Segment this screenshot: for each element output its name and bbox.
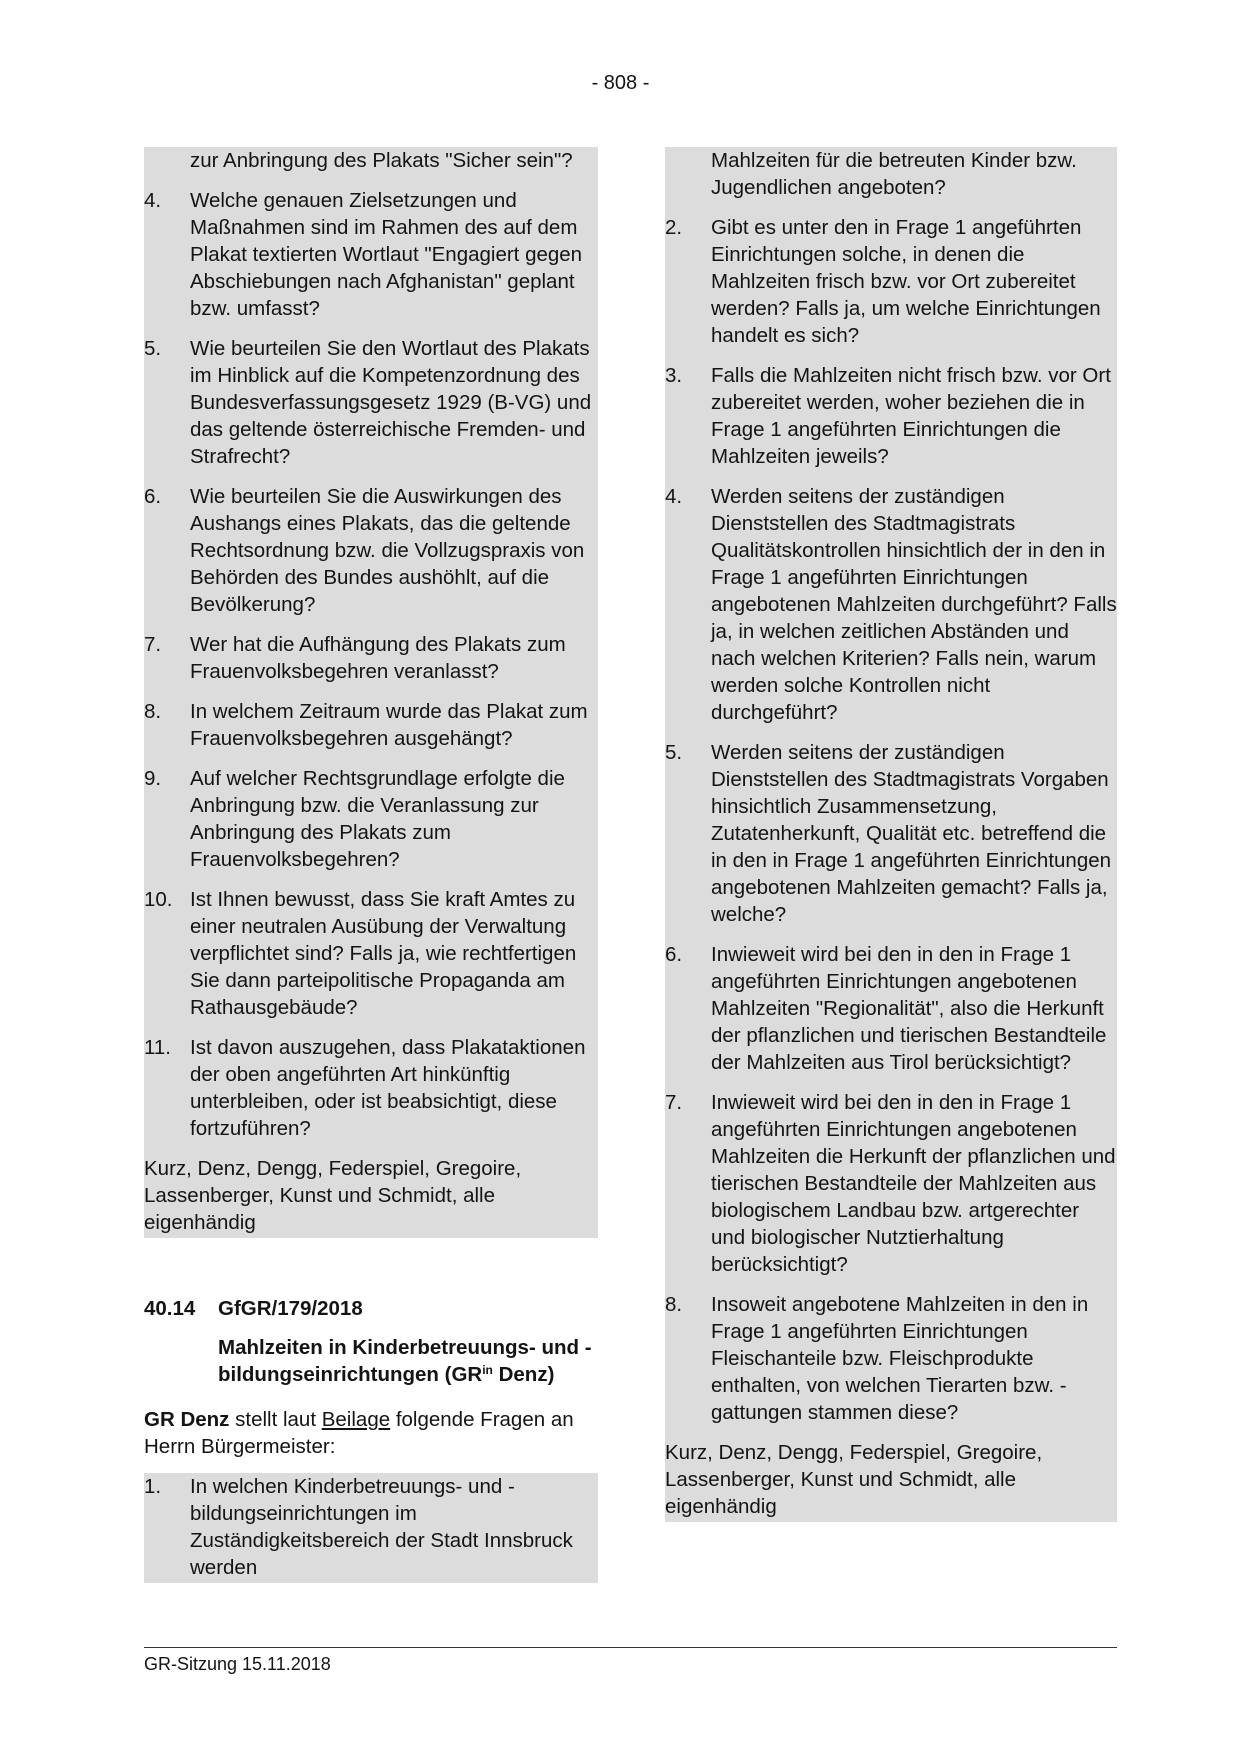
question-text: Ist Ihnen bewusst, dass Sie kraft Amtes zu einer neutralen Ausübung der Verwaltung verpflichtet sind? Falls ja, wie rechtfertigen Sie dann parteipolitische Propaganda am Rathausgebäude? (190, 888, 577, 1019)
question-number: 11. (144, 1036, 171, 1059)
beilage-link[interactable]: Beilage (321, 1408, 391, 1431)
question-text: Wie beurteilen Sie die Auswirkungen des Aushangs eines Plakats, das die geltende Rechtsordnung bzw. die Vollzugspraxis von Behörden des Bundes aushöhlt, auf die Bevölkerung? (190, 485, 585, 616)
question-text: In welchen Kinderbetreuungs- und -bildungseinrichtungen im Zuständigkeitsbereich der Stadt Innsbruck werden (190, 1475, 573, 1579)
question-number: 2. (665, 216, 683, 239)
list-item (144, 765, 598, 886)
question-number: 7. (144, 633, 162, 656)
list-item (144, 631, 598, 698)
list-item (144, 335, 598, 483)
question-number: 8. (144, 700, 162, 723)
question-number: 4. (665, 485, 683, 508)
list-item (665, 1291, 1117, 1439)
list-item (665, 941, 1117, 1089)
question-number: 6. (144, 485, 162, 508)
left-questions-block (144, 147, 598, 1238)
footer-text: GR-Sitzung 15.11.2018 (144, 1654, 331, 1674)
question-text: Inwieweit wird bei den in den in Frage 1 angeführten Einrichtungen angebotenen Mahlzeiten die Herkunft der pflanzlichen und tierischen Bestandteile der Mahlzeiten aus biologischem Landbau bzw. artgerechter und biologischer Nutztierhaltung berücksichtigt? (711, 1091, 1116, 1276)
question-number: 5. (665, 741, 683, 764)
question-text: Ist davon auszugehen, dass Plakataktionen der oben angeführten Art hinkünftig unterbleiben, oder ist beabsichtigt, diese fortzuführen? (190, 1036, 586, 1140)
question-text: Falls die Mahlzeiten nicht frisch bzw. vor Ort zubereitet werden, woher beziehen die in Frage 1 angeführten Einrichtungen die Mahlzeiten jeweils? (711, 364, 1111, 468)
question-number: 4. (144, 189, 162, 212)
question-text: Insoweit angebotene Mahlzeiten in den in Frage 1 angeführten Einrichtungen Fleischanteile bzw. Fleischprodukte enthalten, von welchen Tierarten bzw. -gattungen stammen diese? (711, 1293, 1089, 1424)
list-item (144, 187, 598, 335)
page-number: - 808 - (591, 72, 650, 94)
list-item (144, 886, 598, 1034)
left-column (144, 147, 598, 1583)
question-number: 6. (665, 943, 683, 966)
signature: Kurz, Denz, Dengg, Federspiel, Gregoire, Lassenberger, Kunst und Schmidt, alle eigenhändig (665, 1441, 1043, 1518)
right-column (665, 147, 1117, 1522)
new-questions-block (144, 1473, 598, 1583)
question-continuation: Mahlzeiten für die betreuten Kinder bzw. Jugendlichen angeboten? (711, 149, 1077, 199)
section-title: Mahlzeiten in Kinderbetreuungs- und -bildungseinrichtungen ($GR^{in}$ Denz) (218, 1336, 592, 1386)
section-heading (144, 1295, 598, 1322)
right-questions-block (665, 147, 1117, 1522)
question-number: 5. (144, 337, 162, 360)
list-item (665, 1089, 1117, 1291)
question-text: Auf welcher Rechtsgrundlage erfolgte die Anbringung bzw. die Veranlassung zur Anbringung des Plakats zum Frauenvolksbegehren? (190, 767, 565, 871)
question-continuation: zur Anbringung des Plakats "Sicher sein"? (190, 149, 573, 172)
list-item (144, 1034, 598, 1155)
list-item (665, 739, 1117, 941)
question-number: 9. (144, 767, 162, 790)
list-item (144, 483, 598, 631)
list-item (144, 698, 598, 765)
list-item (665, 483, 1117, 739)
question-number: 7. (665, 1091, 683, 1114)
question-number: 8. (665, 1293, 683, 1316)
question-number: 10. (144, 888, 173, 911)
question-number: 3. (665, 364, 683, 387)
question-text: Werden seitens der zuständigen Dienststellen des Stadtmagistrats Qualitätskontrollen hinsichtlich der in den in Frage 1 angeführten Einrichtungen angebotenen Mahlzeiten durchgeführt? Falls ja, in welchen zeitlichen Abständen und nach welchen Kriterien? Falls nein, warum werden solche Kontrollen nicht durchgeführt? (711, 485, 1117, 724)
question-text: In welchem Zeitraum wurde das Plakat zum Frauenvolksbegehren ausgehängt? (190, 700, 588, 750)
section-number: 40.14 (144, 1297, 196, 1320)
footer-divider (144, 1647, 1117, 1648)
question-text: Inwieweit wird bei den in den in Frage 1 angeführten Einrichtungen angebotenen Mahlzeiten "Regionalität", also die Herkunft der pflanzlichen und tierischen Bestandteile der Mahlzeiten aus Tirol berücksichtigt? (711, 943, 1107, 1074)
section-intro: GR Denz stellt laut Beilage folgende Fragen an Herrn Bürgermeister: (144, 1408, 574, 1458)
question-number: 1. (144, 1475, 162, 1498)
list-item (665, 362, 1117, 483)
question-text: Welche genauen Zielsetzungen und Maßnahmen sind im Rahmen des auf dem Plakat textierten Wortlaut "Engagiert gegen Abschiebungen nach Afghanistan" geplant bzw. umfasst? (190, 189, 583, 320)
signature: Kurz, Denz, Dengg, Federspiel, Gregoire, Lassenberger, Kunst und Schmidt, alle eigenhändig (144, 1157, 522, 1234)
list-item (144, 1473, 598, 1583)
question-text: Wer hat die Aufhängung des Plakats zum Frauenvolksbegehren veranlasst? (190, 633, 566, 683)
question-text: Wie beurteilen Sie den Wortlaut des Plakats im Hinblick auf die Kompetenzordnung des Bundesverfassungsgesetz 1929 (B-VG) und das geltende österreichische Fremden- und Strafrecht? (190, 337, 592, 468)
list-item (665, 214, 1117, 362)
question-text: Werden seitens der zuständigen Dienststellen des Stadtmagistrats Vorgaben hinsichtlich Zusammensetzung, Zutatenherkunft, Qualität etc. betreffend die in den in Frage 1 angeführten Einrichtungen angebotenen Mahlzeiten gemacht? Falls ja, welche? (711, 741, 1112, 926)
question-text: Gibt es unter den in Frage 1 angeführten Einrichtungen solche, in denen die Mahlzeiten frisch bzw. vor Ort zubereitet werden? Falls ja, um welche Einrichtungen handelt es sich? (711, 216, 1101, 347)
section-code: GfGR/179/2018 (218, 1297, 363, 1320)
